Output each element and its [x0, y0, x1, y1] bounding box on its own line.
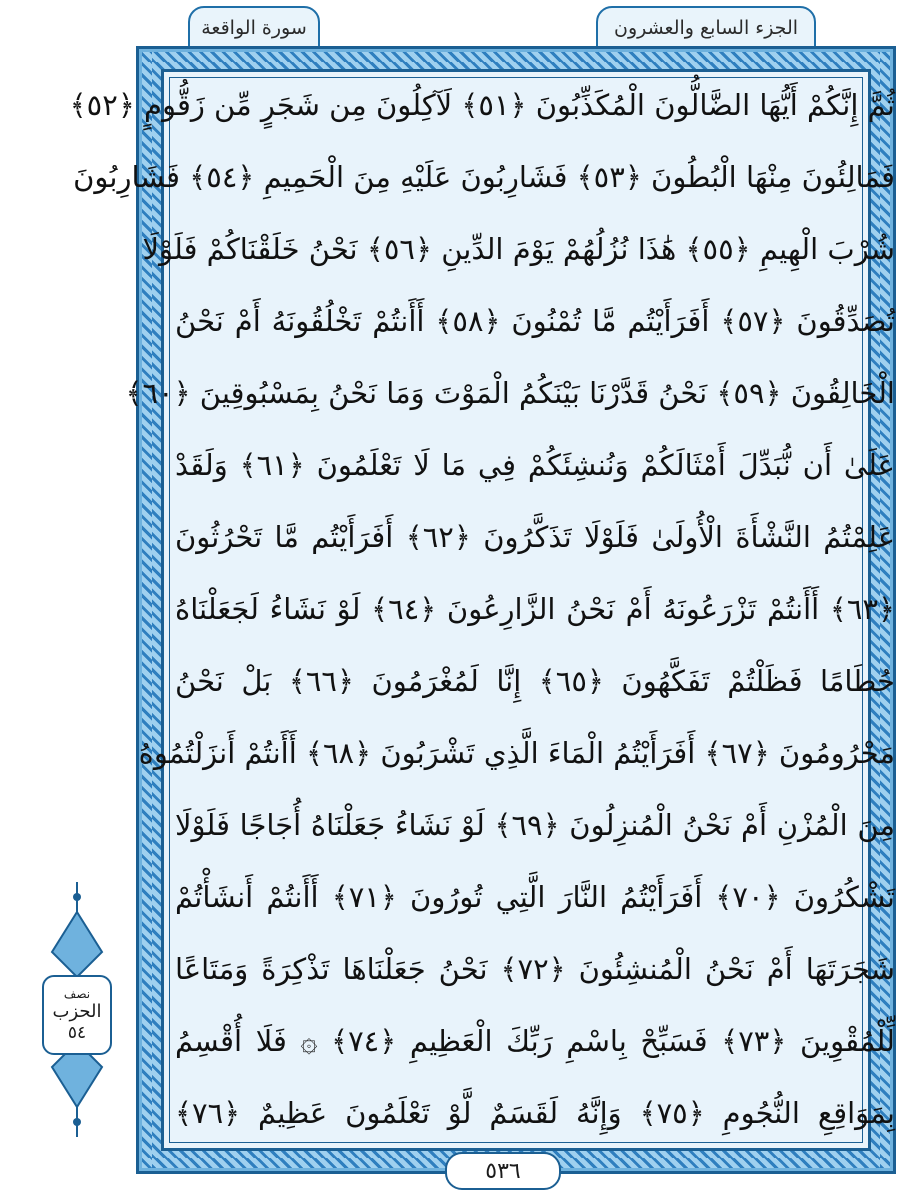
text-line: عَلِمْتُمُ النَّشْأَةَ الْأُولَىٰ فَلَوْلَا تَذَكَّرُونَ ﴿٦٢﴾ أَفَرَأَيْتُم مَّا تَحْرُثُونَ [175, 520, 896, 554]
juz-title: الجزء السابع والعشرون [614, 17, 799, 39]
hizb-marker [42, 975, 112, 1055]
text-line: بِمَوَاقِعِ النُّجُومِ ﴿٧٥﴾ وَإِنَّهُ لَقَسَمٌ لَّوْ تَعْلَمُونَ عَظِيمٌ ﴿٧٦﴾ [175, 1096, 895, 1130]
text-line: ثُمَّ إِنَّكُمْ أَيُّهَا الضَّالُّونَ الْمُكَذِّبُونَ ﴿٥١﴾ لَآكِلُونَ مِن شَجَرٍ مِّن زَقُّومٍ ﴿٥٢﴾ [69, 88, 895, 122]
text-line: شُرْبَ الْهِيمِ ﴿٥٥﴾ هَٰذَا نُزُلُهُمْ يَوْمَ الدِّينِ ﴿٥٦﴾ نَحْنُ خَلَقْنَاكُمْ فَلَوْلَا [142, 232, 895, 266]
text-line: تَشْكُرُونَ ﴿٧٠﴾ أَفَرَأَيْتُمُ النَّارَ الَّتِي تُورُونَ ﴿٧١﴾ أَأَنتُمْ أَنشَأْتُمْ [175, 880, 895, 914]
hizb-marker-number: ٥٤ [67, 1023, 87, 1043]
text-line: فَمَالِئُونَ مِنْهَا الْبُطُونَ ﴿٥٣﴾ فَشَارِبُونَ عَلَيْهِ مِنَ الْحَمِيمِ ﴿٥٤﴾ فَشَارِبُونَ [73, 160, 895, 194]
page-number [445, 1152, 561, 1190]
text-line: مَحْرُومُونَ ﴿٦٧﴾ أَفَرَأَيْتُمُ الْمَاءَ الَّذِي تَشْرَبُونَ ﴿٦٨﴾ أَأَنتُمْ أَنزَلْتُمُوهُ [138, 736, 895, 770]
page-number-text: ٥٣٦ [485, 1158, 521, 1184]
text-line: تُصَدِّقُونَ ﴿٥٧﴾ أَفَرَأَيْتُم مَّا تُمْنُونَ ﴿٥٨﴾ أَأَنتُمْ تَخْلُقُونَهُ أَمْ نَحْنُ [175, 304, 895, 338]
hizb-marker-label: نصف [63, 987, 91, 1001]
text-line: الْخَالِقُونَ ﴿٥٩﴾ نَحْنُ قَدَّرْنَا بَيْنَكُمُ الْمَوْتَ وَمَا نَحْنُ بِمَسْبُوقِينَ ﴿٦٠﴾ [125, 376, 895, 410]
text-line: لِّلْمُقْوِينَ ﴿٧٣﴾ فَسَبِّحْ بِاسْمِ رَبِّكَ الْعَظِيمِ ﴿٧٤﴾ ۞ فَلَا أُقْسِمُ [175, 1024, 895, 1058]
juz-header [596, 6, 816, 50]
text-line: حُطَامًا فَظَلْتُمْ تَفَكَّهُونَ ﴿٦٥﴾ إِنَّا لَمُغْرَمُونَ ﴿٦٦﴾ بَلْ نَحْنُ [175, 664, 895, 698]
text-line: شَجَرَتَهَا أَمْ نَحْنُ الْمُنشِئُونَ ﴿٧٢﴾ نَحْنُ جَعَلْنَاهَا تَذْكِرَةً وَمَتَاعًا [175, 952, 895, 986]
text-line: عَلَىٰ أَن نُّبَدِّلَ أَمْثَالَكُمْ وَنُنشِئَكُمْ فِي مَا لَا تَعْلَمُونَ ﴿٦١﴾ وَلَقَدْ [175, 448, 895, 482]
hizb-marker-title: الحزب [52, 1001, 102, 1022]
surah-title: سورة الواقعة [201, 17, 307, 39]
text-line: ﴿٦٣﴾ أَأَنتُمْ تَزْرَعُونَهُ أَمْ نَحْنُ الزَّارِعُونَ ﴿٦٤﴾ لَوْ نَشَاءُ لَجَعَلْنَاهُ [175, 592, 895, 626]
surah-header [188, 6, 320, 50]
text-line: مِنَ الْمُزْنِ أَمْ نَحْنُ الْمُنزِلُونَ ﴿٦٩﴾ لَوْ نَشَاءُ جَعَلْنَاهُ أُجَاجًا فَلَوْلَا [175, 808, 895, 842]
